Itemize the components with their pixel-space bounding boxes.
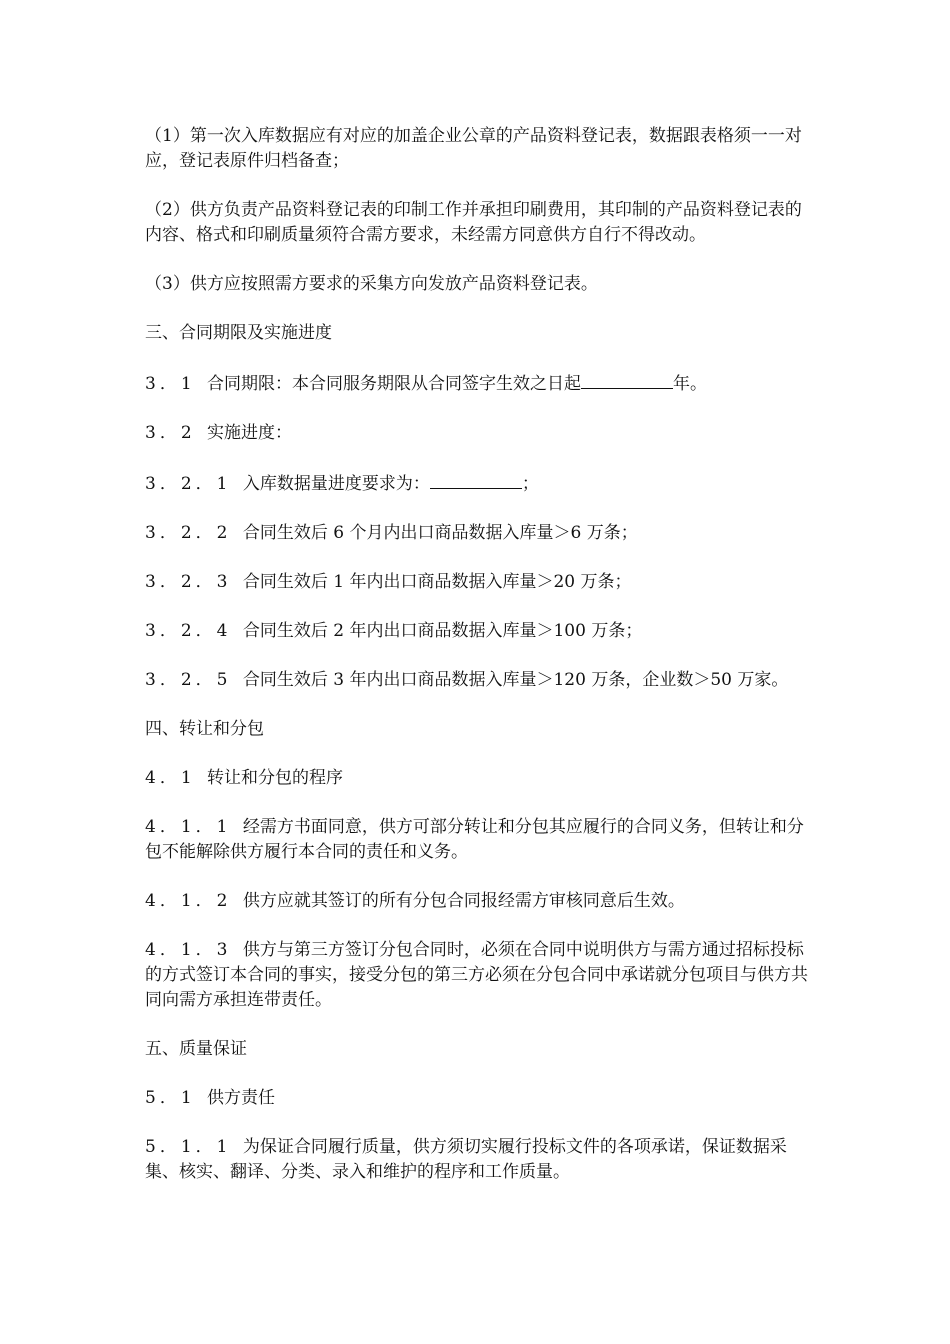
clause-3-2 xyxy=(145,421,815,446)
clause-number: 3．2 xyxy=(145,423,196,443)
document-page xyxy=(145,124,815,1209)
blank-line xyxy=(430,470,522,489)
clause-number: 3．1 xyxy=(145,374,196,394)
clause-text-end: 年。 xyxy=(673,374,708,394)
section-heading-4: 四、转让和分包 xyxy=(145,719,264,739)
section-heading-5: 五、质量保证 xyxy=(145,1039,247,1059)
clause-4-1 xyxy=(145,766,815,791)
clause-number: 4．1 xyxy=(145,768,196,788)
clause-3-1 xyxy=(145,370,815,397)
clause-number: 5．1 xyxy=(145,1088,196,1108)
clause-number: 3．2．5 xyxy=(145,670,232,690)
clause-text: 供方责任 xyxy=(207,1088,276,1108)
clause-text: 合同生效后 1 年内出口商品数据入库量＞20 万条； xyxy=(242,572,632,592)
clause-number: 5．1．1 xyxy=(145,1137,232,1157)
clause-text: 合同生效后 2 年内出口商品数据入库量＞100 万条； xyxy=(242,621,643,641)
clause-4-1-2 xyxy=(145,889,815,914)
clause-3-2-4 xyxy=(145,619,815,644)
clause-number: 4．1．2 xyxy=(145,891,232,911)
clause-4-1-3 xyxy=(145,938,815,1013)
clause-text: 转让和分包的程序 xyxy=(207,768,344,788)
clause-4-1-1 xyxy=(145,815,815,865)
clause-text: 合同期限：本合同服务期限从合同签字生效之日起 xyxy=(207,374,582,394)
clause-3-2-1 xyxy=(145,470,815,497)
clause-3-2-2 xyxy=(145,521,815,546)
clause-text: 供方与第三方签订分包合同时，必须在合同中说明供方与需方通过招标投标的方式签订本合同的事实，接受分包的第三方必须在分包合同中承诺就分包项目与供方共同向需方承担连带责任。 xyxy=(145,940,808,1010)
blank-line xyxy=(581,370,673,389)
clause-text: 入库数据量进度要求为： xyxy=(242,474,430,494)
paragraph-item-1: （1）第一次入库数据应有对应的加盖企业公章的产品资料登记表，数据跟表格须一一对应，登记表原件归档备查； xyxy=(145,126,802,171)
clause-3-2-3 xyxy=(145,570,815,595)
clause-text-end: ； xyxy=(521,474,539,494)
clause-text: 经需方书面同意，供方可部分转让和分包其应履行的合同义务，但转让和分包不能解除供方履行本合同的责任和义务。 xyxy=(145,817,804,862)
clause-number: 3．2．1 xyxy=(145,474,232,494)
clause-text: 合同生效后 6 个月内出口商品数据入库量＞6 万条； xyxy=(242,523,638,543)
clause-5-1 xyxy=(145,1086,815,1111)
clause-text: 实施进度： xyxy=(207,423,293,443)
clause-text: 供方应就其签订的所有分包合同报经需方审核同意后生效。 xyxy=(242,891,685,911)
paragraph-item-2: （2）供方负责产品资料登记表的印制工作并承担印刷费用，其印制的产品资料登记表的内容、格式和印刷质量须符合需方要求，未经需方同意供方自行不得改动。 xyxy=(145,200,802,245)
clause-5-1-1 xyxy=(145,1135,815,1185)
clause-3-2-5 xyxy=(145,668,815,693)
clause-number: 3．2．3 xyxy=(145,572,232,592)
section-heading-3: 三、合同期限及实施进度 xyxy=(145,323,332,343)
clause-text: 合同生效后 3 年内出口商品数据入库量＞120 万条，企业数＞50 万家。 xyxy=(242,670,789,690)
clause-number: 4．1．1 xyxy=(145,817,232,837)
paragraph-item-3: （3）供方应按照需方要求的采集方向发放产品资料登记表。 xyxy=(145,274,598,294)
clause-number: 3．2．2 xyxy=(145,523,232,543)
clause-text: 为保证合同履行质量，供方须切实履行投标文件的各项承诺，保证数据采集、核实、翻译、分类、录入和维护的程序和工作质量。 xyxy=(145,1137,787,1182)
clause-number: 4．1．3 xyxy=(145,940,232,960)
clause-number: 3．2．4 xyxy=(145,621,232,641)
